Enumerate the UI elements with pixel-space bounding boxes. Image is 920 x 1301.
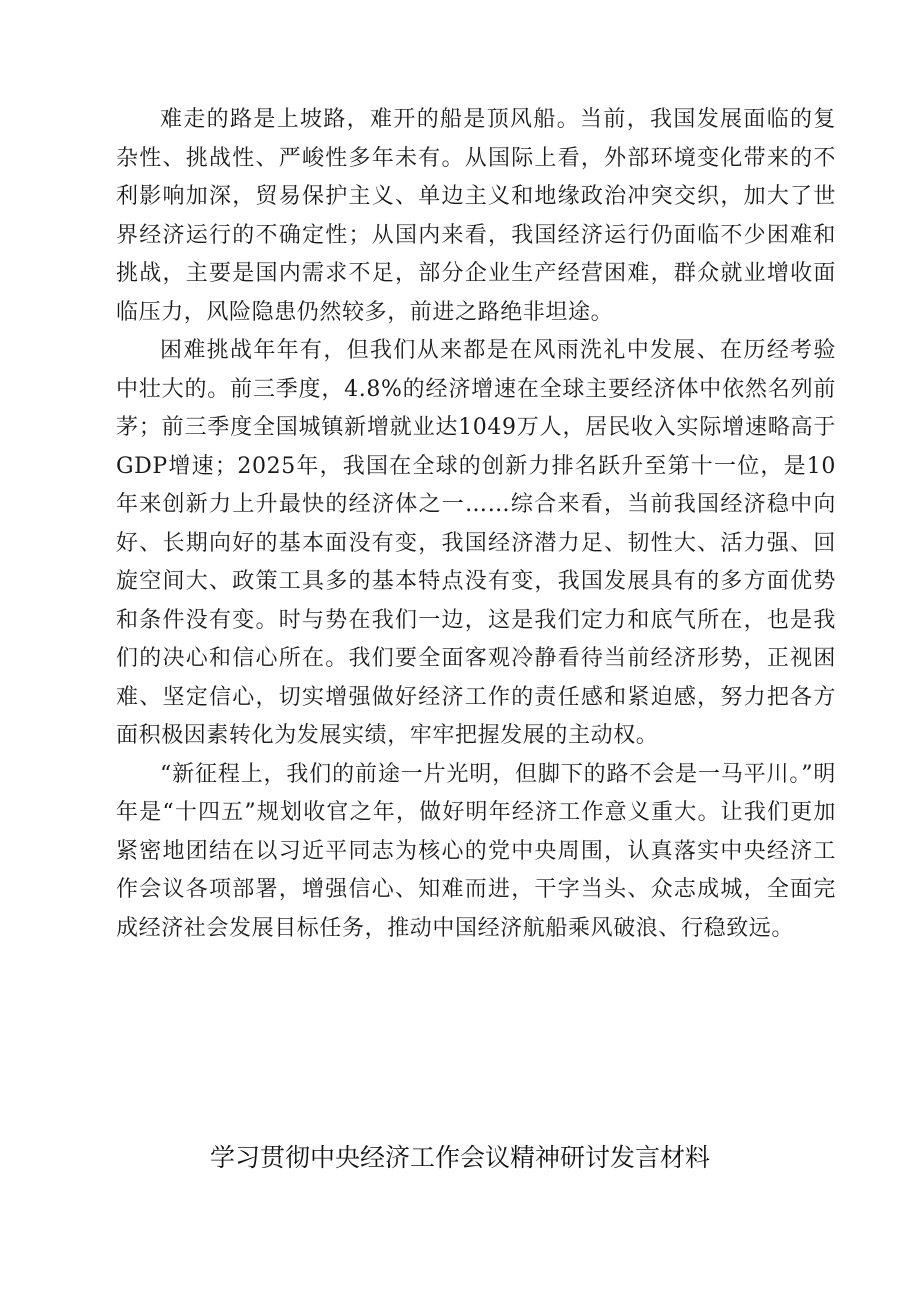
paragraph-3: “新征程上，我们的前途一片光明，但脚下的路不会是一马平川。”明年是“十四五”规划收官之年，做好明年经济工作意义重大。让我们更加紧密地团结在以习近平同志为核心的党中央周围，认真落实中央经济工作会议各项部署，增强信心、知难而进，干字当头、众志成城，全面完成经济社会发展目标任务，推动中国经济航船乘风破浪、行稳致远。 xyxy=(116,761,836,941)
paragraph-2: 困难挑战年年有，但我们从来都是在风雨洗礼中发展、在历经考验中壮大的。前三季度，4.8%的经济增速在全球主要经济体中依然名列前茅；前三季度全国城镇新增就业达1049万人，居民收入实际增速略高于GDP增速；2025年，我国在全球的创新力排名跃升至第十一位，是10年来创新力上升最快的经济体之一……综合来看，当前我国经济稳中向好、长期向好的基本面没有变，我国经济潜力足、韧性大、活力强、回旋空间大、政策工具多的基本特点没有变，我国发展具有的多方面优势和条件没有变。时与势在我们一边，这是我们定力和底气所在，也是我们的决心和信心所在。我们要全面客观冷静看待当前经济形势，正视困难、坚定信心，切实增强做好经济工作的责任感和紧迫感，努力把各方面积极因素转化为发展实绩，牢牢把握发展的主动权。 xyxy=(116,338,836,748)
paragraph-1: 难走的路是上坡路，难开的船是顶风船。当前，我国发展面临的复杂性、挑战性、严峻性多年未有。从国际上看，外部环境变化带来的不利影响加深，贸易保护主义、单边主义和地缘政治冲突交织，加大了世界经济运行的不确定性；从国内来看，我国经济运行仍面临不少困难和挑战，主要是国内需求不足，部分企业生产经营困难，群众就业增收面临压力，风险隐患仍然较多，前进之路绝非坦途。 xyxy=(116,107,836,325)
document-body xyxy=(116,101,836,948)
section-heading: 学习贯彻中央经济工作会议精神研讨发言材料 xyxy=(209,1143,710,1172)
